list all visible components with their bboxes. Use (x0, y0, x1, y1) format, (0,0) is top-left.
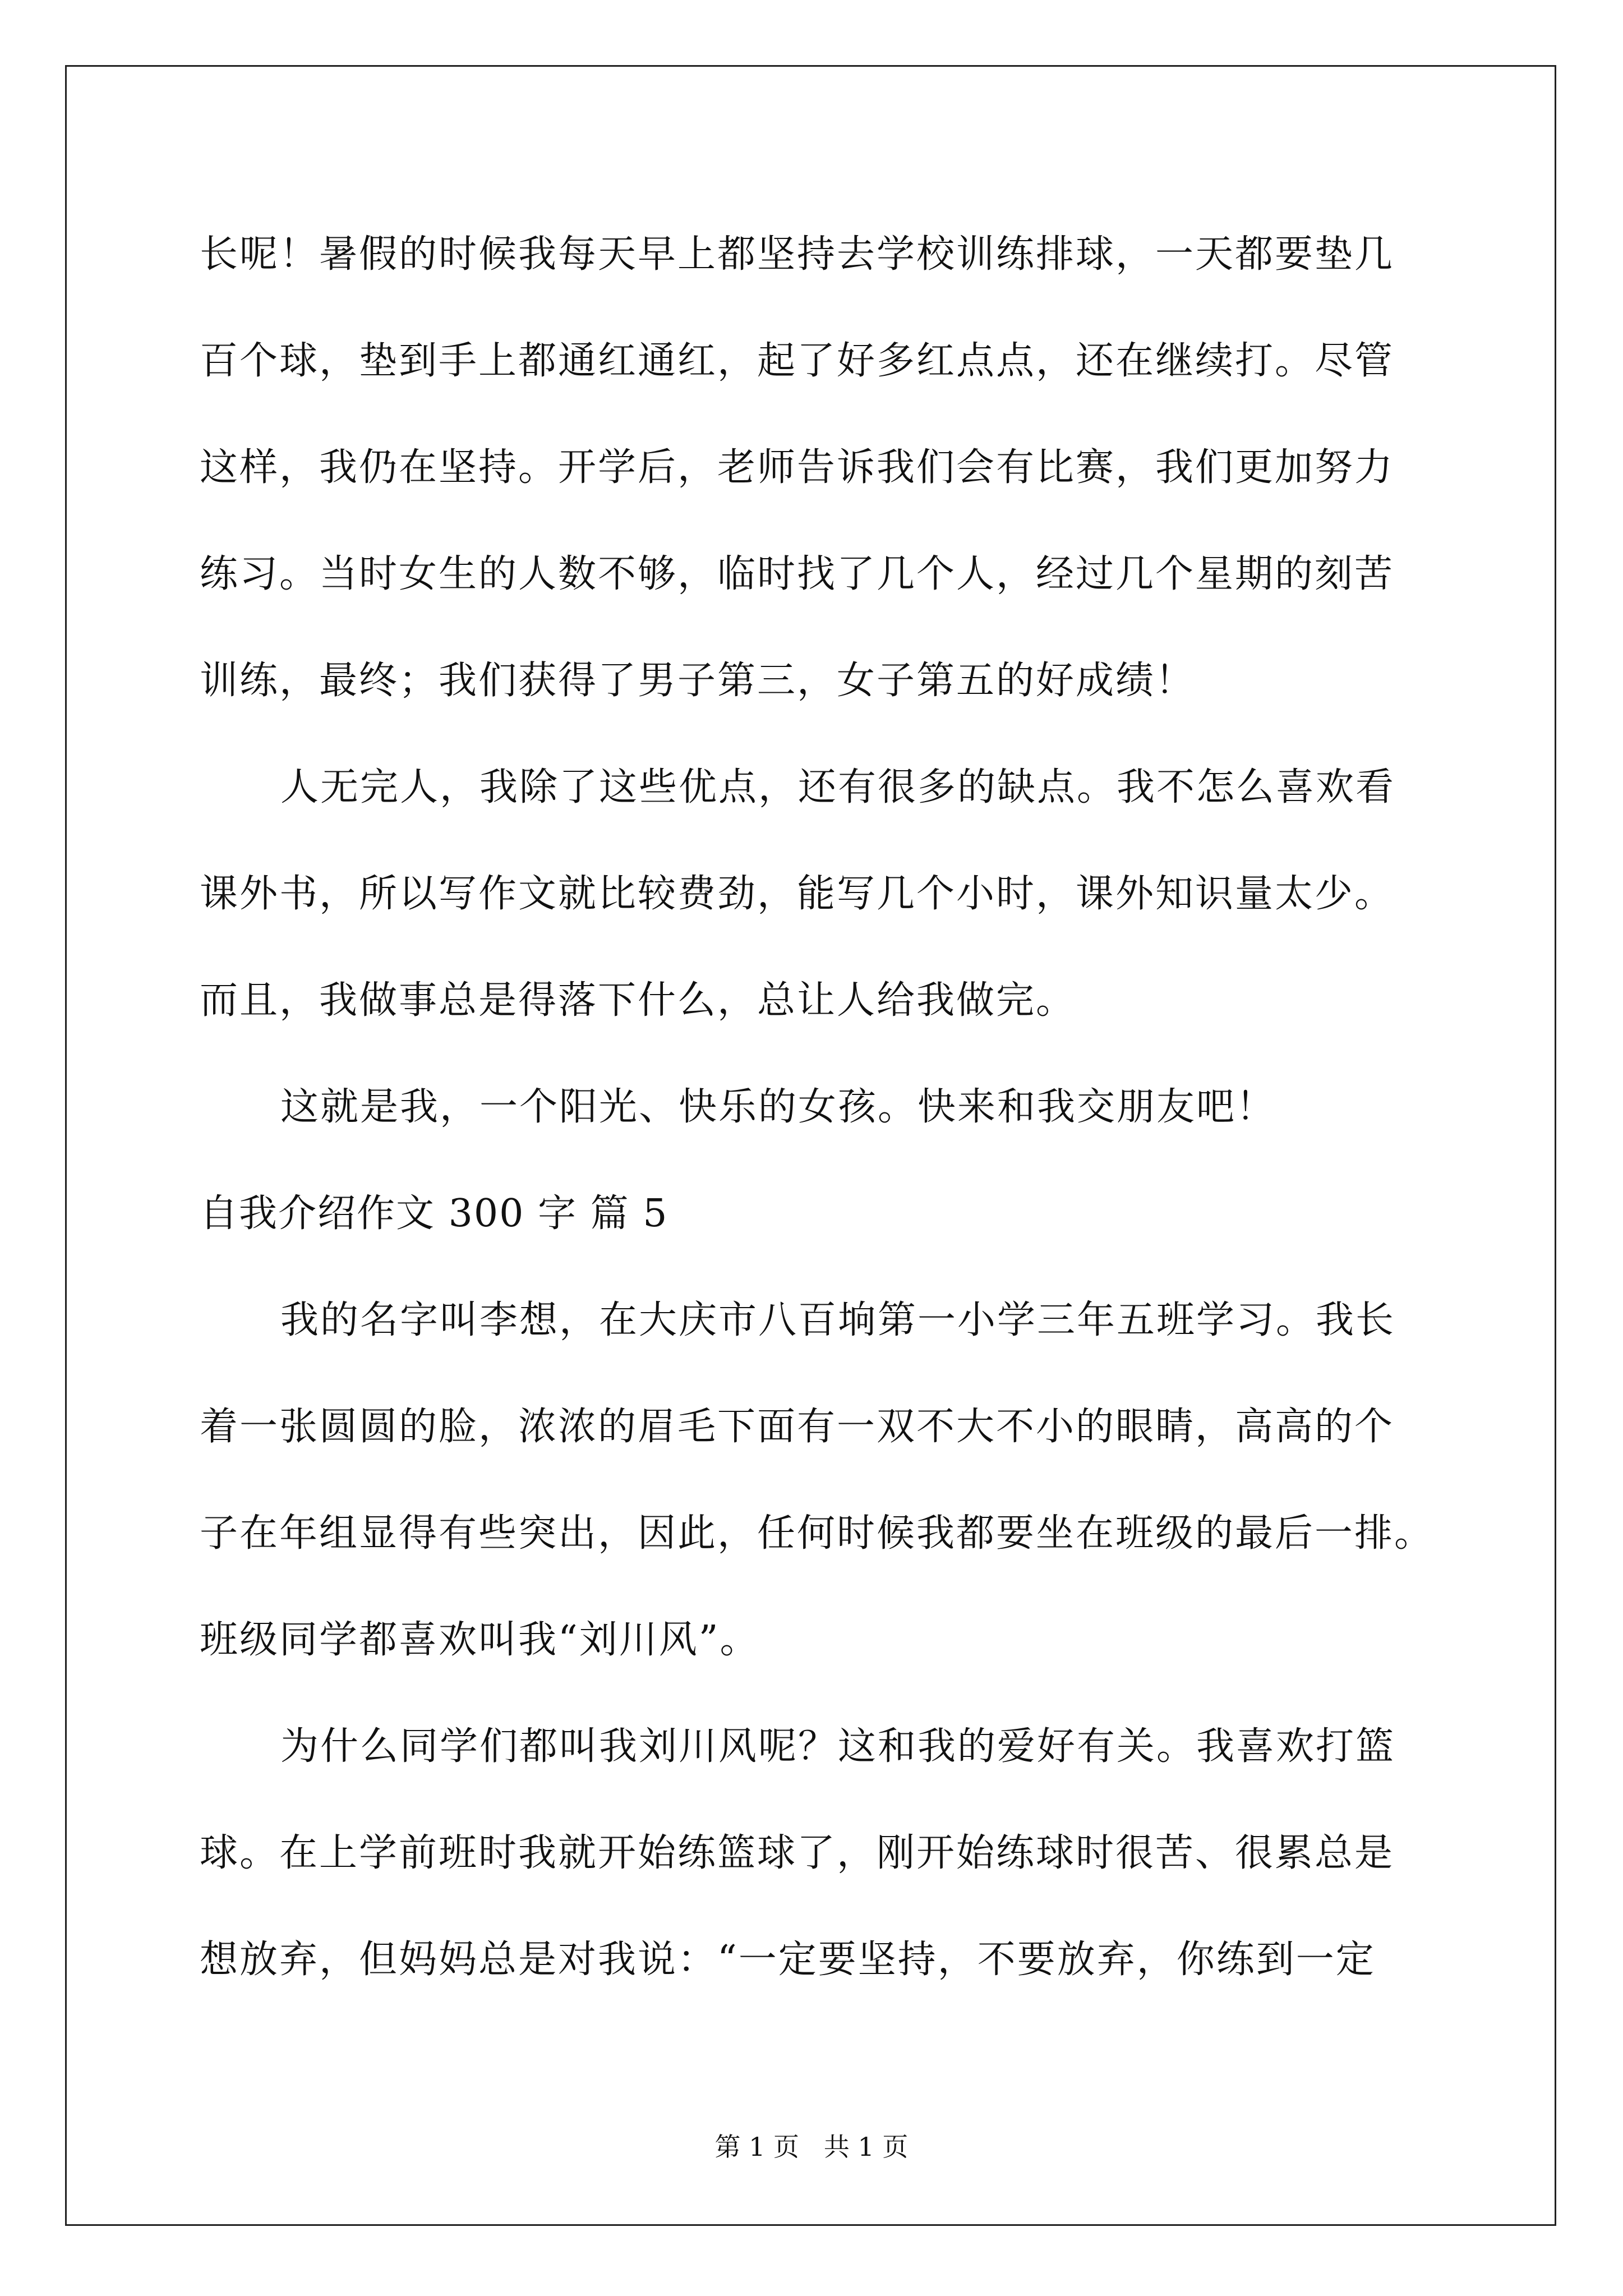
page-border (65, 65, 1556, 2226)
paragraph-start-line: 我的名字叫李想，在大庆市八百垧第一小学三年五班学习。我长 (280, 1298, 1396, 1342)
text-line-3: 这样，我仍在坚持。开学后，老师告诉我们会有比赛，我们更加努力 (200, 445, 1395, 490)
page-footer: 第 1 页 共 1 页 (714, 2132, 909, 2162)
section-heading: 自我介绍作文 300 字 篇 5 (200, 1191, 668, 1236)
text-line-13: 子在年组显得有些突出，因此，任何时候我都要坐在班级的最后一排。 (200, 1511, 1435, 1556)
text-line-1: 长呢！暑假的时候我每天早上都坚持去学校训练排球，一天都要垫几 (200, 232, 1395, 277)
text-line-2: 百个球，垫到手上都通红通红，起了好多红点点，还在继续打。尽管 (200, 339, 1395, 383)
text-line-8: 而且，我做事总是得落下什么，总让人给我做完。 (200, 978, 1076, 1023)
paragraph-start-line: 这就是我，一个阳光、快乐的女孩。快来和我交朋友吧！ (280, 1085, 1276, 1129)
paragraph-start-line: 人无完人，我除了这些优点，还有很多的缺点。我不怎么喜欢看 (280, 765, 1396, 809)
paragraph-start-line: 为什么同学们都叫我刘川风呢？这和我的爱好有关。我喜欢打篮 (280, 1724, 1396, 1769)
text-line-5: 训练，最终；我们获得了男子第三，女子第五的好成绩！ (200, 659, 1196, 703)
text-line-17: 想放弃，但妈妈总是对我说：“一定要坚持，不要放弃，你练到一定 (200, 1938, 1376, 1982)
text-line-12: 着一张圆圆的脸，浓浓的眉毛下面有一双不大不小的眼睛，高高的个 (200, 1405, 1395, 1449)
text-line-16: 球。在上学前班时我就开始练篮球了，刚开始练球时很苦、很累总是 (200, 1831, 1395, 1875)
text-line-14: 班级同学都喜欢叫我“刘川风”。 (200, 1618, 760, 1662)
text-line-7: 课外书，所以写作文就比较费劲，能写几个小时，课外知识量太少。 (200, 872, 1395, 916)
text-line-4: 练习。当时女生的人数不够，临时找了几个人，经过几个星期的刻苦 (200, 552, 1395, 596)
